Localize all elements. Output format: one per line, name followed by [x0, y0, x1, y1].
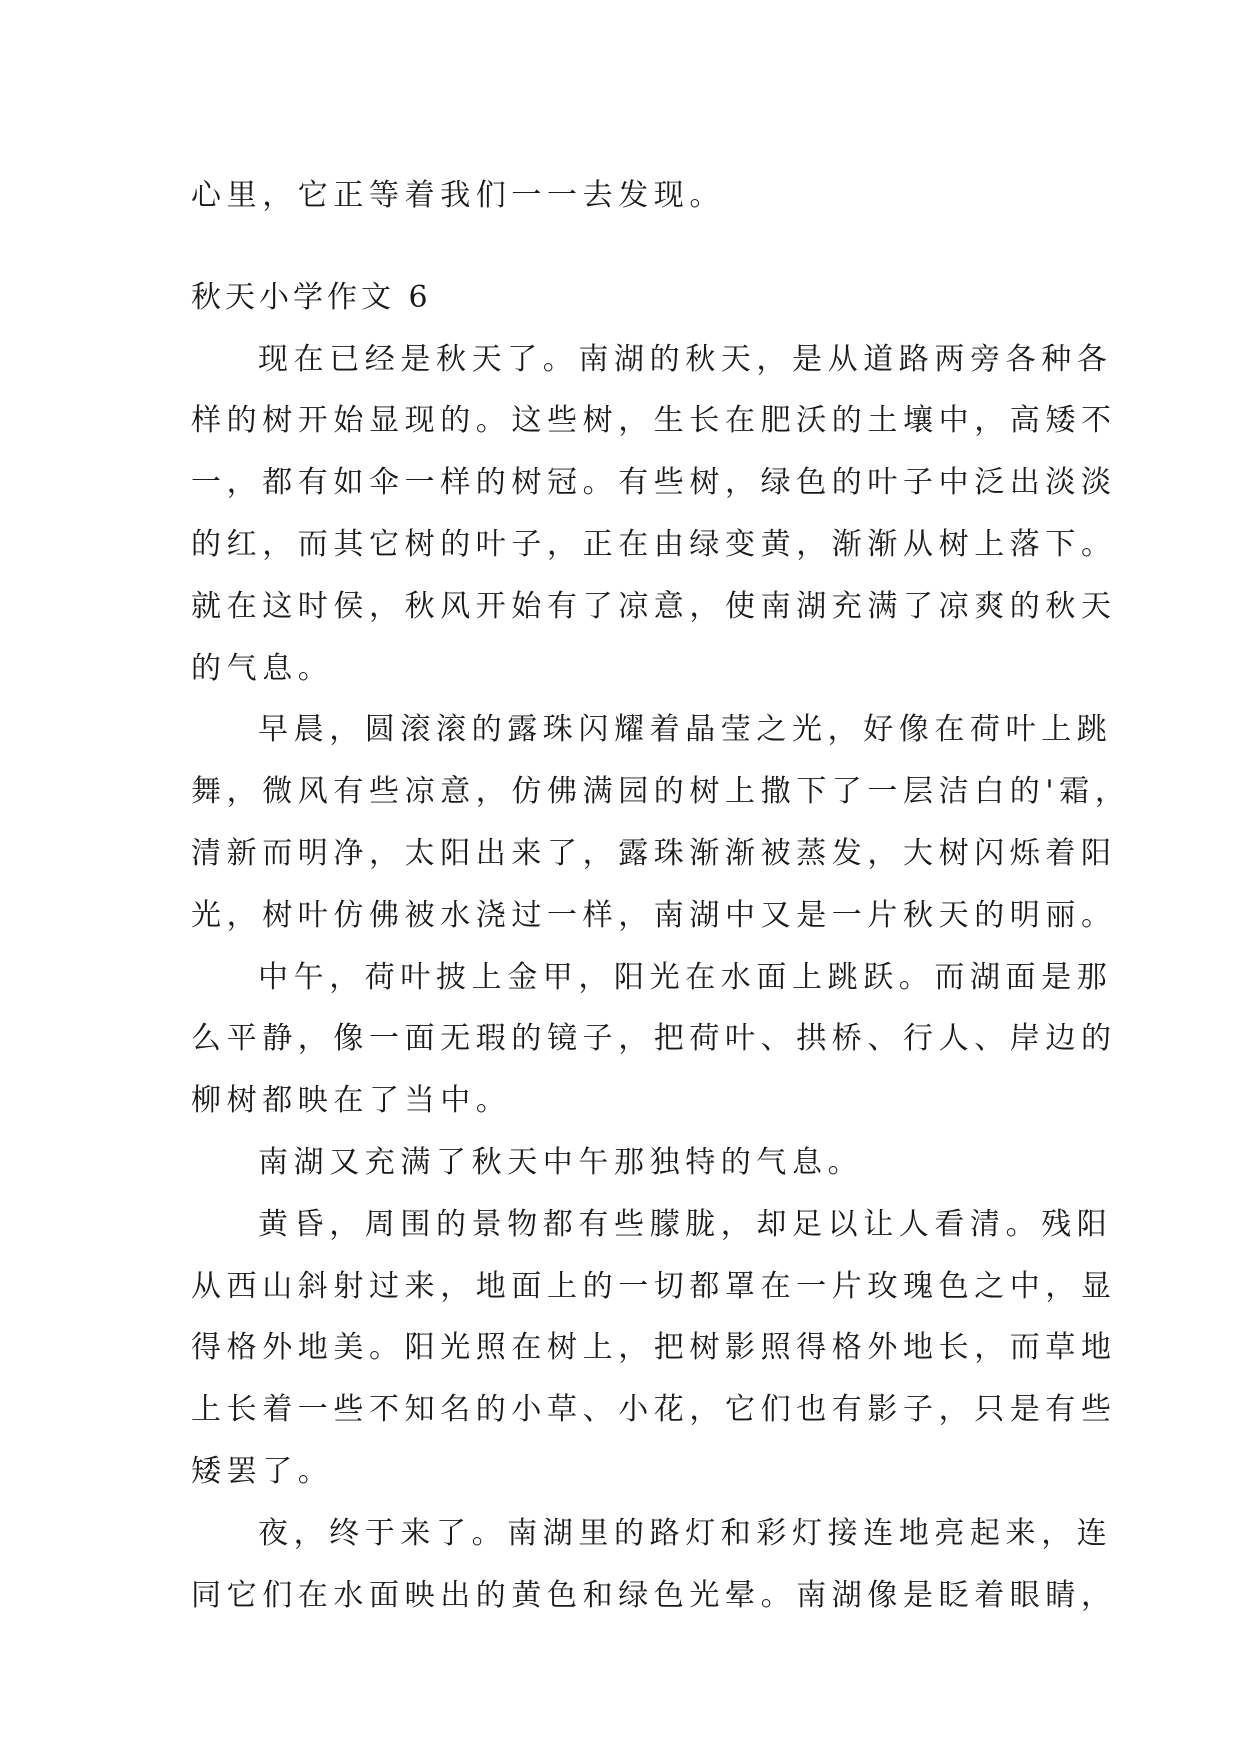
paragraph-line: 南湖又充满了秋天中午那独特的气息。	[258, 1144, 864, 1180]
paragraph-line: 舞，微风有些凉意，仿佛满园的树上撒下了一层洁白的'霜，	[191, 774, 1131, 810]
paragraph-4	[191, 1132, 1071, 1194]
paragraph-2	[191, 699, 1131, 946]
paragraph-line: 夜，终于来了。南湖里的路灯和彩灯接连地亮起来，连	[258, 1515, 1113, 1551]
paragraph-line: 黄昏，周围的景物都有些朦胧，却足以让人看清。残阳	[258, 1206, 1113, 1242]
paragraph-line: 从西山斜射过来，地面上的一切都罩在一片玫瑰色之中，显	[191, 1268, 1117, 1304]
paragraph-line: 样的树开始显现的。这些树，生长在肥沃的土壤中，高矮不	[191, 403, 1117, 439]
paragraph-line: 现在已经是秋天了。南湖的秋天，是从道路两旁各种各	[258, 341, 1113, 377]
paragraph-line: 中午，荷叶披上金甲，阳光在水面上跳跃。而湖面是那	[258, 959, 1113, 995]
paragraph-line: 上长着一些不知名的小草、小花，它们也有影子，只是有些	[191, 1392, 1117, 1428]
paragraph-line: 就在这时侯，秋风开始有了凉意，使南湖充满了凉爽的秋天	[191, 588, 1117, 624]
paragraph-line: 光，树叶仿佛被水浇过一样，南湖中又是一片秋天的明丽。	[191, 897, 1117, 933]
paragraph-5	[191, 1194, 1117, 1503]
essay-body	[191, 165, 1131, 1626]
paragraph-line: 的红，而其它树的叶子，正在由绿变黄，渐渐从树上落下。	[191, 526, 1117, 562]
paragraph-line: 矮罢了。	[191, 1453, 334, 1489]
paragraph-line: 得格外地美。阳光照在树上，把树影照得格外地长，而草地	[191, 1330, 1117, 1366]
paragraph-line: 柳树都映在了当中。	[191, 1083, 512, 1119]
paragraph-line: 么平静，像一面无瑕的镜子，把荷叶、拱桥、行人、岸边的	[191, 1021, 1117, 1057]
paragraph-6	[191, 1503, 1117, 1627]
paragraph-line: 早晨，圆滚滚的露珠闪耀着晶莹之光，好像在荷叶上跳	[258, 712, 1113, 748]
paragraph-line: 一，都有如伞一样的树冠。有些树，绿色的叶子中泛出淡淡	[191, 465, 1117, 501]
section-title: 秋天小学作文 6	[191, 279, 432, 315]
opening-line: 心里，它正等着我们一一去发现。	[191, 178, 725, 213]
paragraph-line: 清新而明净，太阳出来了，露珠渐渐被蒸发，大树闪烁着阳	[191, 835, 1117, 871]
section-spacer	[191, 227, 1071, 267]
paragraph-3	[191, 947, 1117, 1132]
paragraph-1	[191, 329, 1117, 700]
paragraph-line: 同它们在水面映出的黄色和绿色光晕。南湖像是眨着眼睛，	[191, 1577, 1117, 1613]
paragraph-line: 的气息。	[191, 650, 334, 686]
